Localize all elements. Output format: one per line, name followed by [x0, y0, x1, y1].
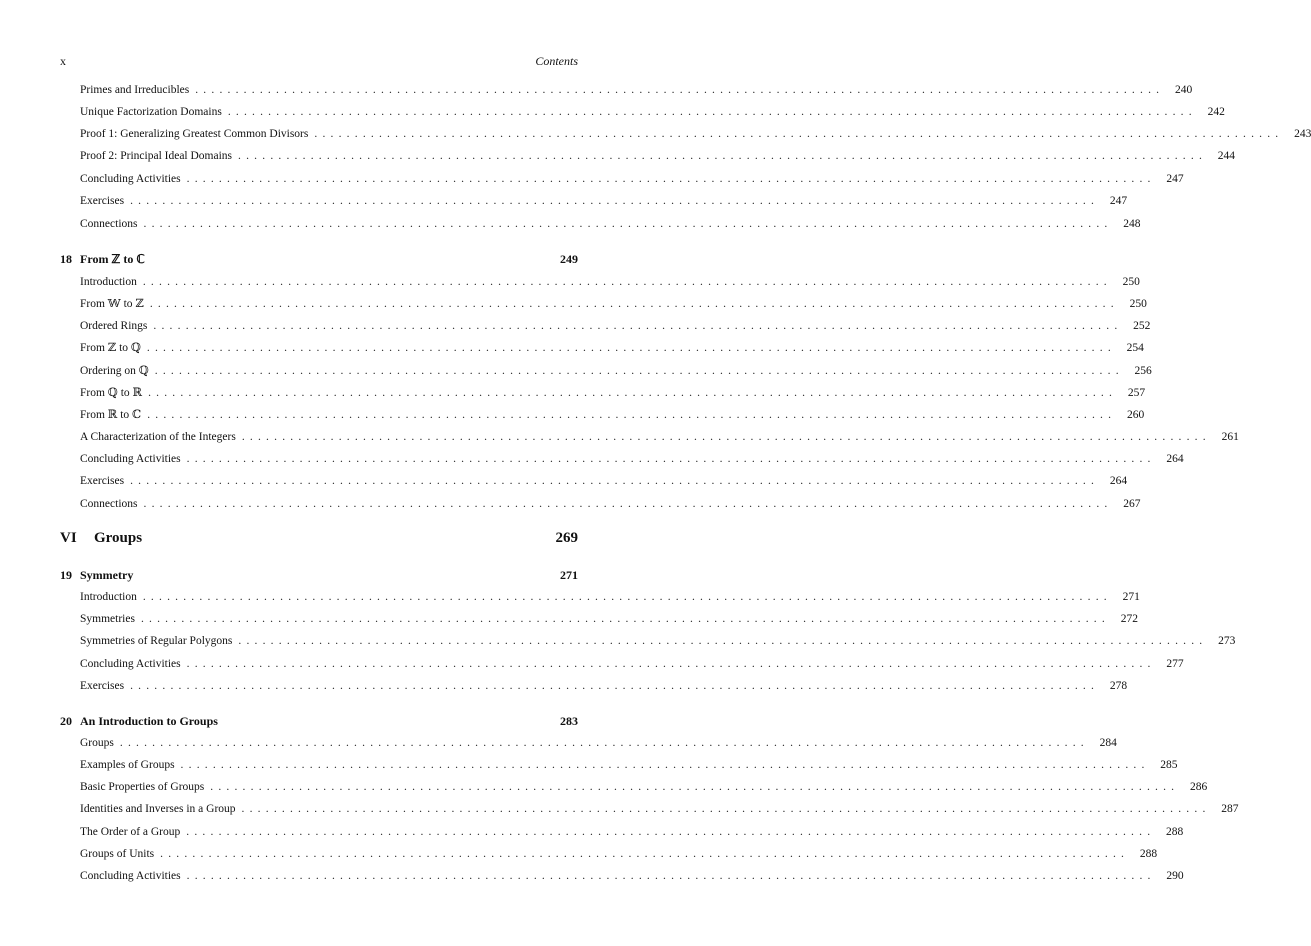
toc-entry[interactable]	[80, 82, 1193, 98]
dot-leader: ........................................................................................................................	[186, 826, 1156, 838]
toc-entry-title: Exercises	[80, 475, 125, 487]
toc-entry-title: Concluding Activities	[80, 173, 181, 185]
toc-entry-page: 242	[1207, 106, 1225, 118]
part-title: Groups	[94, 530, 143, 546]
toc-entry-title: Introduction	[80, 591, 137, 603]
toc-entry-page: 288	[1166, 826, 1184, 838]
toc-entry-title: Examples of Groups	[80, 759, 175, 771]
toc-entry-title: A Characterization of the Integers	[80, 431, 236, 443]
toc-entry-page: 264	[1166, 453, 1184, 465]
chapter-page: 271	[560, 568, 578, 582]
dot-leader: ........................................................................................................................	[186, 658, 1156, 670]
toc-entry-title: Exercises	[80, 195, 125, 207]
toc-entry-page: 240	[1174, 84, 1193, 96]
toc-entry-page: 271	[1122, 591, 1140, 603]
toc-entry[interactable]	[80, 451, 1184, 467]
dot-leader: ........................................................................................................................	[195, 84, 1165, 96]
dot-leader: ........................................................................................................................	[241, 803, 1211, 815]
toc-entry[interactable]	[80, 363, 1152, 379]
toc-entry-title: From ℤ to ℚ	[80, 342, 141, 354]
running-title: Contents	[535, 54, 578, 68]
toc-entry-title: Identities and Inverses in a Group	[80, 803, 236, 815]
dot-leader: ........................................................................................................................	[153, 320, 1123, 332]
toc-entry-title: Unique Factorization Domains	[80, 106, 222, 118]
chapter-number: 18	[60, 252, 72, 266]
toc-entry-page: 277	[1166, 658, 1184, 670]
toc-entry[interactable]	[80, 824, 1184, 840]
toc-entry-title: From ℚ to ℝ	[80, 387, 143, 399]
toc-entry-title: Groups of Units	[80, 848, 155, 860]
dot-leader: ........................................................................................................................	[180, 759, 1150, 771]
toc-entry-page: 286	[1190, 781, 1208, 793]
dot-leader: ........................................................................................................................	[241, 431, 1211, 443]
chapter-title: An Introduction to Groups	[80, 714, 218, 728]
dot-leader: ........................................................................................................................	[227, 106, 1197, 118]
toc-entry-page: 248	[1123, 218, 1141, 230]
toc-entry[interactable]	[80, 868, 1184, 884]
dot-leader: ........................................................................................................................	[148, 387, 1118, 399]
toc-entry-title: From 𝕎 to ℤ	[80, 298, 144, 310]
toc-entry[interactable]	[80, 148, 1236, 164]
dot-leader: ........................................................................................................................	[186, 173, 1156, 185]
toc-entry-page: 290	[1166, 870, 1184, 882]
toc-entry[interactable]	[80, 296, 1147, 312]
dot-leader: ........................................................................................................................	[238, 150, 1208, 162]
dot-leader: ........................................................................................................................	[210, 781, 1180, 793]
chapter-page: 249	[560, 252, 578, 266]
toc-entry[interactable]	[80, 678, 1128, 694]
toc-entry[interactable]	[80, 193, 1128, 209]
toc-entry[interactable]	[80, 473, 1128, 489]
dot-leader: ........................................................................................................................	[142, 591, 1112, 603]
toc-entry-page: 264	[1109, 475, 1128, 487]
dot-leader: ........................................................................................................................	[149, 298, 1119, 310]
toc-entry-page: 247	[1109, 195, 1128, 207]
toc-entry-page: 257	[1127, 387, 1146, 399]
chapter-heading[interactable]	[60, 567, 578, 583]
toc-entry[interactable]	[80, 735, 1117, 751]
toc-entry[interactable]	[80, 496, 1141, 512]
toc-entry-page: 284	[1099, 737, 1117, 749]
toc-entry-page: 288	[1139, 848, 1158, 860]
toc-entry-page: 254	[1126, 342, 1144, 354]
dot-leader: ........................................................................................................................	[119, 737, 1089, 749]
chapter-number: 20	[60, 714, 72, 728]
part-page: 269	[555, 530, 578, 546]
toc-entry-title: Introduction	[80, 276, 137, 288]
toc-entry-page: 285	[1160, 759, 1178, 771]
toc-entry-title: The Order of a Group	[80, 826, 181, 838]
toc-entry-title: Basic Properties of Groups	[80, 781, 205, 793]
toc-entry-title: Connections	[80, 218, 138, 230]
toc-entry-title: Groups	[80, 737, 114, 749]
toc-entry-title: Primes and Irreducibles	[80, 84, 190, 96]
toc-entry[interactable]	[80, 846, 1158, 862]
dot-leader: ........................................................................................................................	[160, 848, 1130, 860]
toc-entry[interactable]	[80, 757, 1178, 773]
toc-entry[interactable]	[80, 656, 1184, 672]
toc-entry-page: 250	[1129, 298, 1147, 310]
toc-entry[interactable]	[80, 274, 1140, 290]
chapter-heading[interactable]	[60, 251, 578, 267]
toc-entry-title: Ordering on ℚ	[80, 365, 149, 377]
toc-entry-title: Ordered Rings	[80, 320, 148, 332]
chapter-title: Symmetry	[80, 568, 134, 582]
toc-entry-page: 278	[1109, 680, 1128, 692]
toc-entry-page: 267	[1123, 498, 1141, 510]
dot-leader: ........................................................................................................................	[143, 218, 1113, 230]
toc-entry[interactable]	[80, 779, 1208, 795]
toc-entry-title: Exercises	[80, 680, 125, 692]
toc-entry-title: Concluding Activities	[80, 658, 181, 670]
toc-entry-page: 273	[1218, 635, 1236, 647]
dot-leader: ........................................................................................................................	[140, 613, 1110, 625]
toc-entry[interactable]	[80, 589, 1140, 605]
toc-entry-page: 252	[1133, 320, 1151, 332]
dot-leader: ........................................................................................................................	[143, 498, 1113, 510]
toc-entry[interactable]	[80, 429, 1239, 445]
page-number: x	[60, 54, 66, 68]
toc-entry[interactable]	[80, 171, 1184, 187]
toc-entry[interactable]	[80, 633, 1236, 649]
dot-leader: ........................................................................................................................	[186, 453, 1156, 465]
chapter-page: 283	[560, 714, 578, 728]
toc-entry-title: Proof 2: Principal Ideal Domains	[80, 150, 233, 162]
toc-entry[interactable]	[80, 801, 1239, 817]
dot-leader: ........................................................................................................................	[154, 365, 1124, 377]
dot-leader: ........................................................................................................................	[147, 409, 1117, 421]
toc-entry[interactable]	[80, 385, 1146, 401]
toc-entry-page: 272	[1120, 613, 1138, 625]
toc-entry[interactable]	[80, 104, 1225, 120]
toc-entry-title: Proof 1: Generalizing Greatest Common Divisors	[80, 128, 309, 140]
toc-entry[interactable]	[80, 407, 1145, 423]
toc-entry-title: Concluding Activities	[80, 870, 181, 882]
toc-entry[interactable]	[80, 611, 1138, 627]
chapter-heading[interactable]	[60, 713, 578, 729]
toc-entry-page: 250	[1122, 276, 1140, 288]
chapter-title: From ℤ to ℂ	[80, 252, 145, 266]
toc-entry-page: 260	[1126, 409, 1145, 421]
dot-leader: ........................................................................................................................	[142, 276, 1112, 288]
toc-entry[interactable]	[80, 216, 1141, 232]
dot-leader: ........................................................................................................................	[130, 680, 1100, 692]
toc-entry-page: 244	[1217, 150, 1236, 162]
toc-entry-page: 243	[1294, 128, 1311, 140]
toc-entry-page: 247	[1166, 173, 1184, 185]
toc-entry[interactable]	[80, 126, 1311, 142]
dot-leader: ........................................................................................................................	[130, 475, 1100, 487]
dot-leader: ........................................................................................................................	[146, 342, 1116, 354]
toc-entry-title: Connections	[80, 498, 138, 510]
toc-entry-title: Concluding Activities	[80, 453, 181, 465]
chapter-number: 19	[60, 568, 72, 582]
toc-entry-title: Symmetries of Regular Polygons	[80, 635, 233, 647]
toc-entry-page: 287	[1221, 803, 1239, 815]
dot-leader: ........................................................................................................................	[238, 635, 1208, 647]
dot-leader: ........................................................................................................................	[186, 870, 1156, 882]
dot-leader: ........................................................................................................................	[314, 128, 1284, 140]
part-heading[interactable]	[60, 528, 578, 548]
part-number: VI	[60, 530, 77, 546]
toc-entry-page: 261	[1221, 431, 1239, 443]
toc-entry-page: 256	[1134, 365, 1152, 377]
toc-entry-title: Symmetries	[80, 613, 135, 625]
toc-entry[interactable]	[80, 340, 1144, 356]
toc-entry[interactable]	[80, 318, 1151, 334]
toc-entry-title: From ℝ to ℂ	[80, 409, 142, 421]
dot-leader: ........................................................................................................................	[130, 195, 1100, 207]
